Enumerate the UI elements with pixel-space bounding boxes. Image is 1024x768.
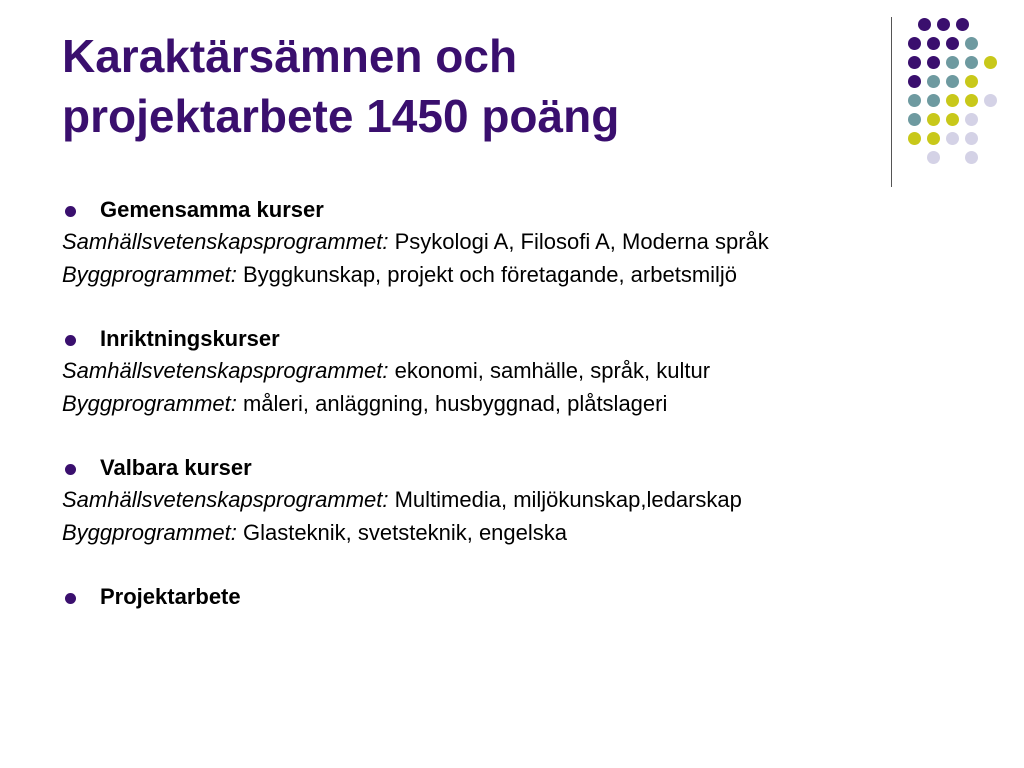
program-name: Samhällsvetenskapsprogrammet: <box>62 487 389 512</box>
program-line <box>62 516 992 549</box>
decorative-dot <box>918 18 931 31</box>
decorative-dot <box>908 56 921 69</box>
decorative-dot-grid <box>903 10 1015 170</box>
decorative-dot <box>965 94 978 107</box>
decorative-dot <box>984 94 997 107</box>
title-line-1: Karaktärsämnen och <box>62 30 518 82</box>
bullet-dot-icon <box>65 593 76 604</box>
bullet-item <box>62 195 992 225</box>
decorative-dot <box>965 75 978 88</box>
program-line <box>62 225 992 258</box>
decorative-dot <box>908 113 921 126</box>
decorative-dot <box>965 56 978 69</box>
program-name: Byggprogrammet: <box>62 391 237 416</box>
course-section <box>62 453 992 549</box>
course-list: Multimedia, miljökunskap,ledarskap <box>388 487 742 512</box>
program-line <box>62 258 992 291</box>
decorative-dot <box>956 18 969 31</box>
vertical-divider <box>891 17 892 187</box>
program-line <box>62 387 992 420</box>
decorative-dot <box>908 37 921 50</box>
decorative-dot <box>937 18 950 31</box>
bullet-dot-icon <box>65 464 76 475</box>
decorative-dot <box>927 113 940 126</box>
decorative-dot <box>908 94 921 107</box>
decorative-dot <box>927 75 940 88</box>
decorative-dot <box>946 75 959 88</box>
course-section <box>62 582 992 612</box>
section-heading: Valbara kurser <box>100 455 252 480</box>
course-list: Psykologi A, Filosofi A, Moderna språk <box>388 229 769 254</box>
decorative-dot <box>946 132 959 145</box>
section-heading: Inriktningskurser <box>100 326 280 351</box>
course-list: måleri, anläggning, husbyggnad, plåtslageri <box>236 391 668 416</box>
decorative-dot <box>927 132 940 145</box>
bullet-dot-icon <box>65 335 76 346</box>
decorative-dot <box>927 151 940 164</box>
course-section <box>62 195 992 291</box>
decorative-dot <box>927 56 940 69</box>
course-list: ekonomi, samhälle, språk, kultur <box>388 358 711 383</box>
course-section <box>62 324 992 420</box>
course-list: Glasteknik, svetsteknik, engelska <box>236 520 568 545</box>
bullet-item <box>62 324 992 354</box>
decorative-dot <box>946 56 959 69</box>
program-name: Samhällsvetenskapsprogrammet: <box>62 229 389 254</box>
program-line <box>62 483 992 516</box>
decorative-dot <box>965 113 978 126</box>
slide-title <box>62 26 862 146</box>
decorative-dot <box>984 56 997 69</box>
decorative-dot <box>965 132 978 145</box>
decorative-dot <box>908 132 921 145</box>
bullet-item <box>62 453 992 483</box>
slide-body <box>62 195 992 645</box>
decorative-dot <box>927 37 940 50</box>
section-heading: Projektarbete <box>100 584 241 609</box>
bullet-item <box>62 582 992 612</box>
section-heading: Gemensamma kurser <box>100 197 324 222</box>
decorative-dot <box>946 113 959 126</box>
decorative-dot <box>946 94 959 107</box>
decorative-dot <box>908 75 921 88</box>
program-name: Byggprogrammet: <box>62 262 237 287</box>
decorative-dot <box>946 37 959 50</box>
decorative-dot <box>965 151 978 164</box>
course-list: Byggkunskap, projekt och företagande, arbetsmiljö <box>236 262 738 287</box>
title-line-2: projektarbete 1450 poäng <box>62 90 620 142</box>
bullet-dot-icon <box>65 206 76 217</box>
decorative-dot <box>965 37 978 50</box>
program-name: Samhällsvetenskapsprogrammet: <box>62 358 389 383</box>
program-line <box>62 354 992 387</box>
program-name: Byggprogrammet: <box>62 520 237 545</box>
decorative-dot <box>927 94 940 107</box>
